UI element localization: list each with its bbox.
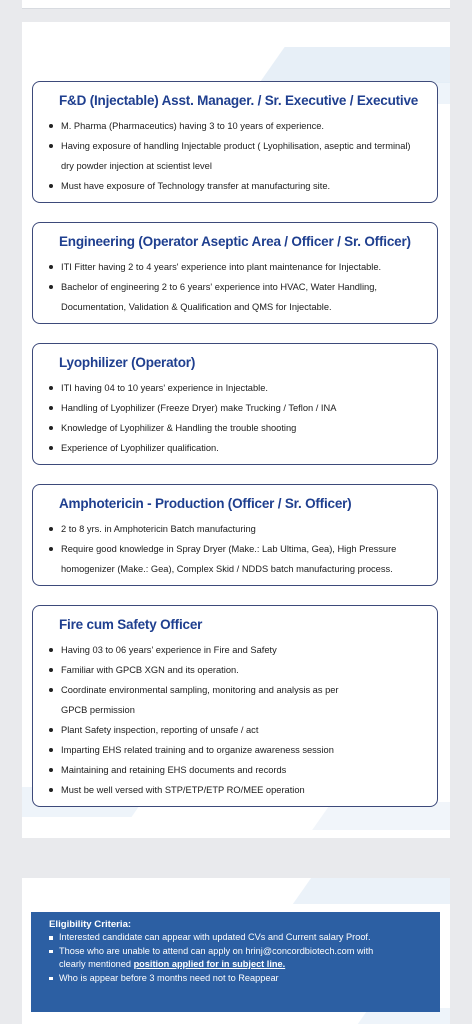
list-item: Having exposure of handling Injectable product ( Lyophilisation, aseptic and terminal)	[47, 136, 427, 156]
list-item: Must be well versed with STP/ETP/ETP RO/MEE operation	[47, 780, 427, 800]
job-title: Fire cum Safety Officer	[59, 617, 203, 632]
job-title: Amphotericin - Production (Officer / Sr. Officer)	[59, 496, 352, 511]
list-item-continuation: homogenizer (Make.: Gea), Complex Skid / NDDS batch manufacturing process.	[61, 564, 393, 574]
list-item: Maintaining and retaining EHS documents and records	[47, 760, 427, 780]
eligibility-sheet	[22, 878, 450, 1024]
list-item: Knowledge of Lyophilizer & Handling the trouble shooting	[47, 418, 427, 438]
subject-line-emphasis: position applied for in subject line.	[133, 959, 286, 969]
apply-note-prefix: clearly mentioned	[59, 959, 134, 969]
job-card-lyophilizer	[32, 343, 438, 465]
job-title: F&D (Injectable) Asst. Manager. / Sr. Executive / Executive	[59, 93, 419, 108]
decor-stripe	[293, 878, 450, 904]
requirements-list	[47, 378, 427, 458]
list-item-continuation: GPCB permission	[61, 705, 135, 715]
job-card-engineering	[32, 222, 438, 324]
list-item: Require good knowledge in Spray Dryer (Make.: Lab Ultima, Gea), High Pressure	[47, 539, 427, 559]
list-item: M. Pharma (Pharmaceutics) having 3 to 10 years of experience.	[47, 116, 427, 136]
job-card-fire-safety	[32, 605, 438, 807]
top-page-strip	[22, 0, 450, 9]
list-item	[49, 945, 428, 972]
requirements-list	[47, 519, 427, 579]
eligibility-title: Eligibility Criteria:	[49, 919, 132, 930]
list-item: Handling of Lyophilizer (Freeze Dryer) make Trucking / Teflon / INA	[47, 398, 427, 418]
list-item: Bachelor of engineering 2 to 6 years' experience into HVAC, Water Handling,	[47, 277, 427, 297]
list-item: Plant Safety inspection, reporting of unsafe / act	[47, 720, 427, 740]
list-item: 2 to 8 yrs. in Amphotericin Batch manufacturing	[47, 519, 427, 539]
list-item-continuation: dry powder injection at scientist level	[61, 161, 212, 171]
eligibility-box	[31, 912, 440, 1012]
list-item: Imparting EHS related training and to organize awareness session	[47, 740, 427, 760]
eligibility-list	[49, 931, 428, 985]
list-item: Coordinate environmental sampling, monitoring and analysis as per	[47, 680, 427, 700]
list-item: ITI Fitter having 2 to 4 years' experience into plant maintenance for Injectable.	[47, 257, 427, 277]
requirements-list	[47, 116, 427, 196]
job-card-amphotericin	[32, 484, 438, 586]
job-title: Engineering (Operator Aseptic Area / Officer / Sr. Officer)	[59, 234, 411, 249]
list-item: Interested candidate can appear with updated CVs and Current salary Proof.	[49, 931, 428, 945]
job-title: Lyophilizer (Operator)	[59, 355, 196, 370]
list-item-continuation: Documentation, Validation & Qualification and QMS for Injectable.	[61, 302, 332, 312]
apply-email-text: Those who are unable to attend can apply on hrinj@concordbiotech.com with	[59, 945, 374, 956]
list-item: Must have exposure of Technology transfer at manufacturing site.	[47, 176, 427, 196]
list-item: Having 03 to 06 years' experience in Fire and Safety	[47, 640, 427, 660]
list-item: Experience of Lyophilizer qualification.	[47, 438, 427, 458]
requirements-list	[47, 640, 427, 800]
decor-stripe	[259, 47, 450, 83]
list-item: Who is appear before 3 months need not to Reappear	[49, 972, 428, 986]
list-item: Familiar with GPCB XGN and its operation.	[47, 660, 427, 680]
job-card-fd-injectable	[32, 81, 438, 203]
list-item: ITI having 04 to 10 years' experience in Injectable.	[47, 378, 427, 398]
job-listings-sheet	[22, 22, 450, 838]
requirements-list	[47, 257, 427, 317]
